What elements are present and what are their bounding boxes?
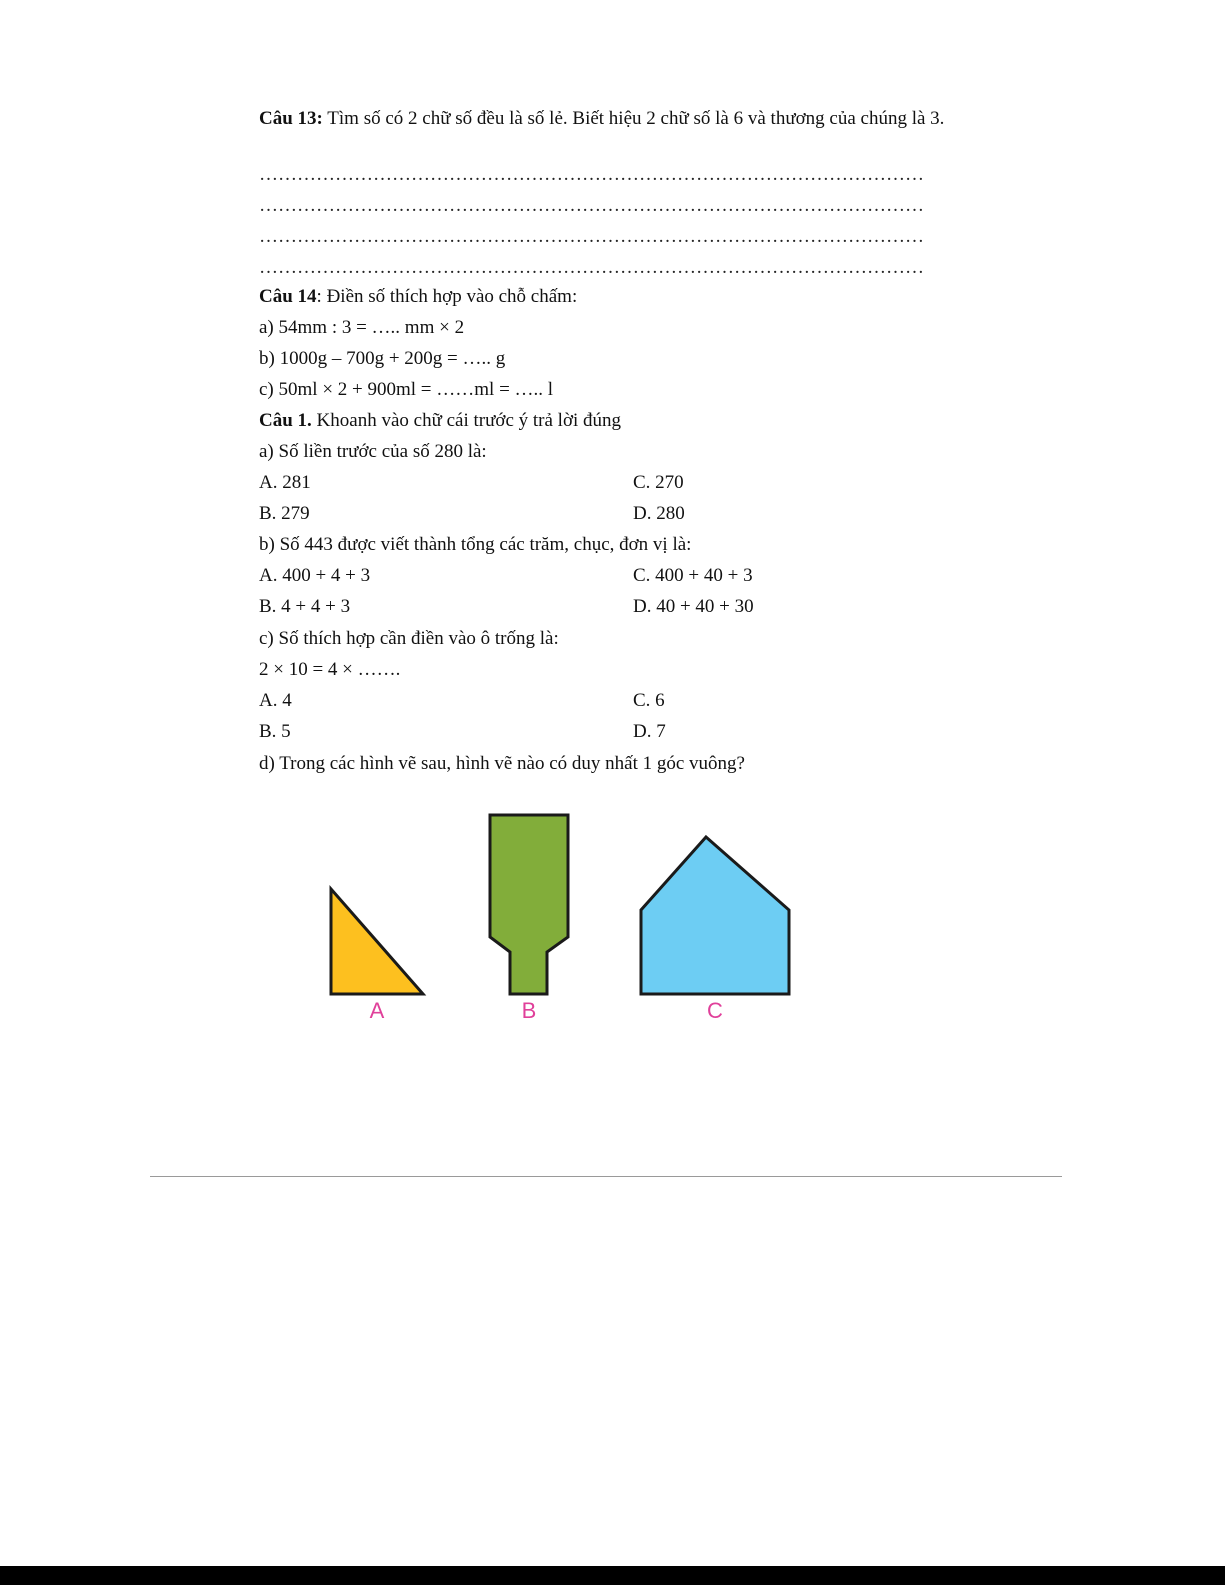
answer-dots-4: …………………………………………………………………………………………… [259,257,924,278]
q13-body: Tìm số có 2 chữ số đều là số lẻ. Biết hiệu 2 chữ số là 6 và thương của chúng là 3. [322,108,945,129]
q1c-option-d: D. 7 [633,721,666,742]
q1c-option-b: B. 5 [259,721,291,742]
shapes-figure [300,800,820,1030]
shape-a-triangle [331,889,423,994]
shape-c-label: C [707,998,723,1023]
q14-a: a) 54mm : 3 = ….. mm × 2 [259,317,465,338]
q13-label: Câu 13: [259,108,323,129]
q1d-question: d) Trong các hình vẽ sau, hình vẽ nào có duy nhất 1 góc vuông? [259,753,745,774]
q14-text [259,286,577,308]
q1a-option-c: C. 270 [633,472,684,493]
page-bottom-bar [0,1566,1225,1585]
q14-body: : Điền số thích hợp vào chỗ chấm: [316,286,578,307]
q1a-option-d: D. 280 [633,503,685,524]
shape-b-bottle [490,815,568,994]
q1-body: Khoanh vào chữ cái trước ý trả lời đúng [311,410,622,431]
shape-b-label: B [521,998,537,1023]
shape-a-label: A [369,998,385,1023]
q1c-option-a: A. 4 [259,690,292,711]
answer-dots-2: …………………………………………………………………………………………… [259,195,924,216]
q1a-option-b: B. 279 [259,503,310,524]
answer-dots-1: …………………………………………………………………………………………… [259,164,924,185]
page-divider [150,1176,1062,1177]
q1b-option-c: C. 400 + 40 + 3 [633,565,753,586]
q1c-option-c: C. 6 [633,690,665,711]
q1b-option-b: B. 4 + 4 + 3 [259,596,351,617]
q1b-question: b) Số 443 được viết thành tổng các trăm, chục, đơn vị là: [259,534,692,555]
q1a-option-a: A. 281 [259,472,311,493]
q1b-option-d: D. 40 + 40 + 30 [633,596,754,617]
answer-dots-3: …………………………………………………………………………………………… [259,226,924,247]
q1c-expression: 2 × 10 = 4 × ……. [259,659,401,680]
q1a-question: a) Số liền trước của số 280 là: [259,441,487,462]
q1c-question: c) Số thích hợp cần điền vào ô trống là: [259,628,559,649]
q1-text [259,410,621,432]
q13-text [259,108,959,130]
q1-label: Câu 1. [259,410,312,431]
q1b-option-a: A. 400 + 4 + 3 [259,565,371,586]
shape-c-pentagon [641,837,789,994]
q14-b: b) 1000g – 700g + 200g = ….. g [259,348,506,369]
q14-label: Câu 14 [259,286,317,307]
q14-c: c) 50ml × 2 + 900ml = ……ml = ….. l [259,379,554,400]
